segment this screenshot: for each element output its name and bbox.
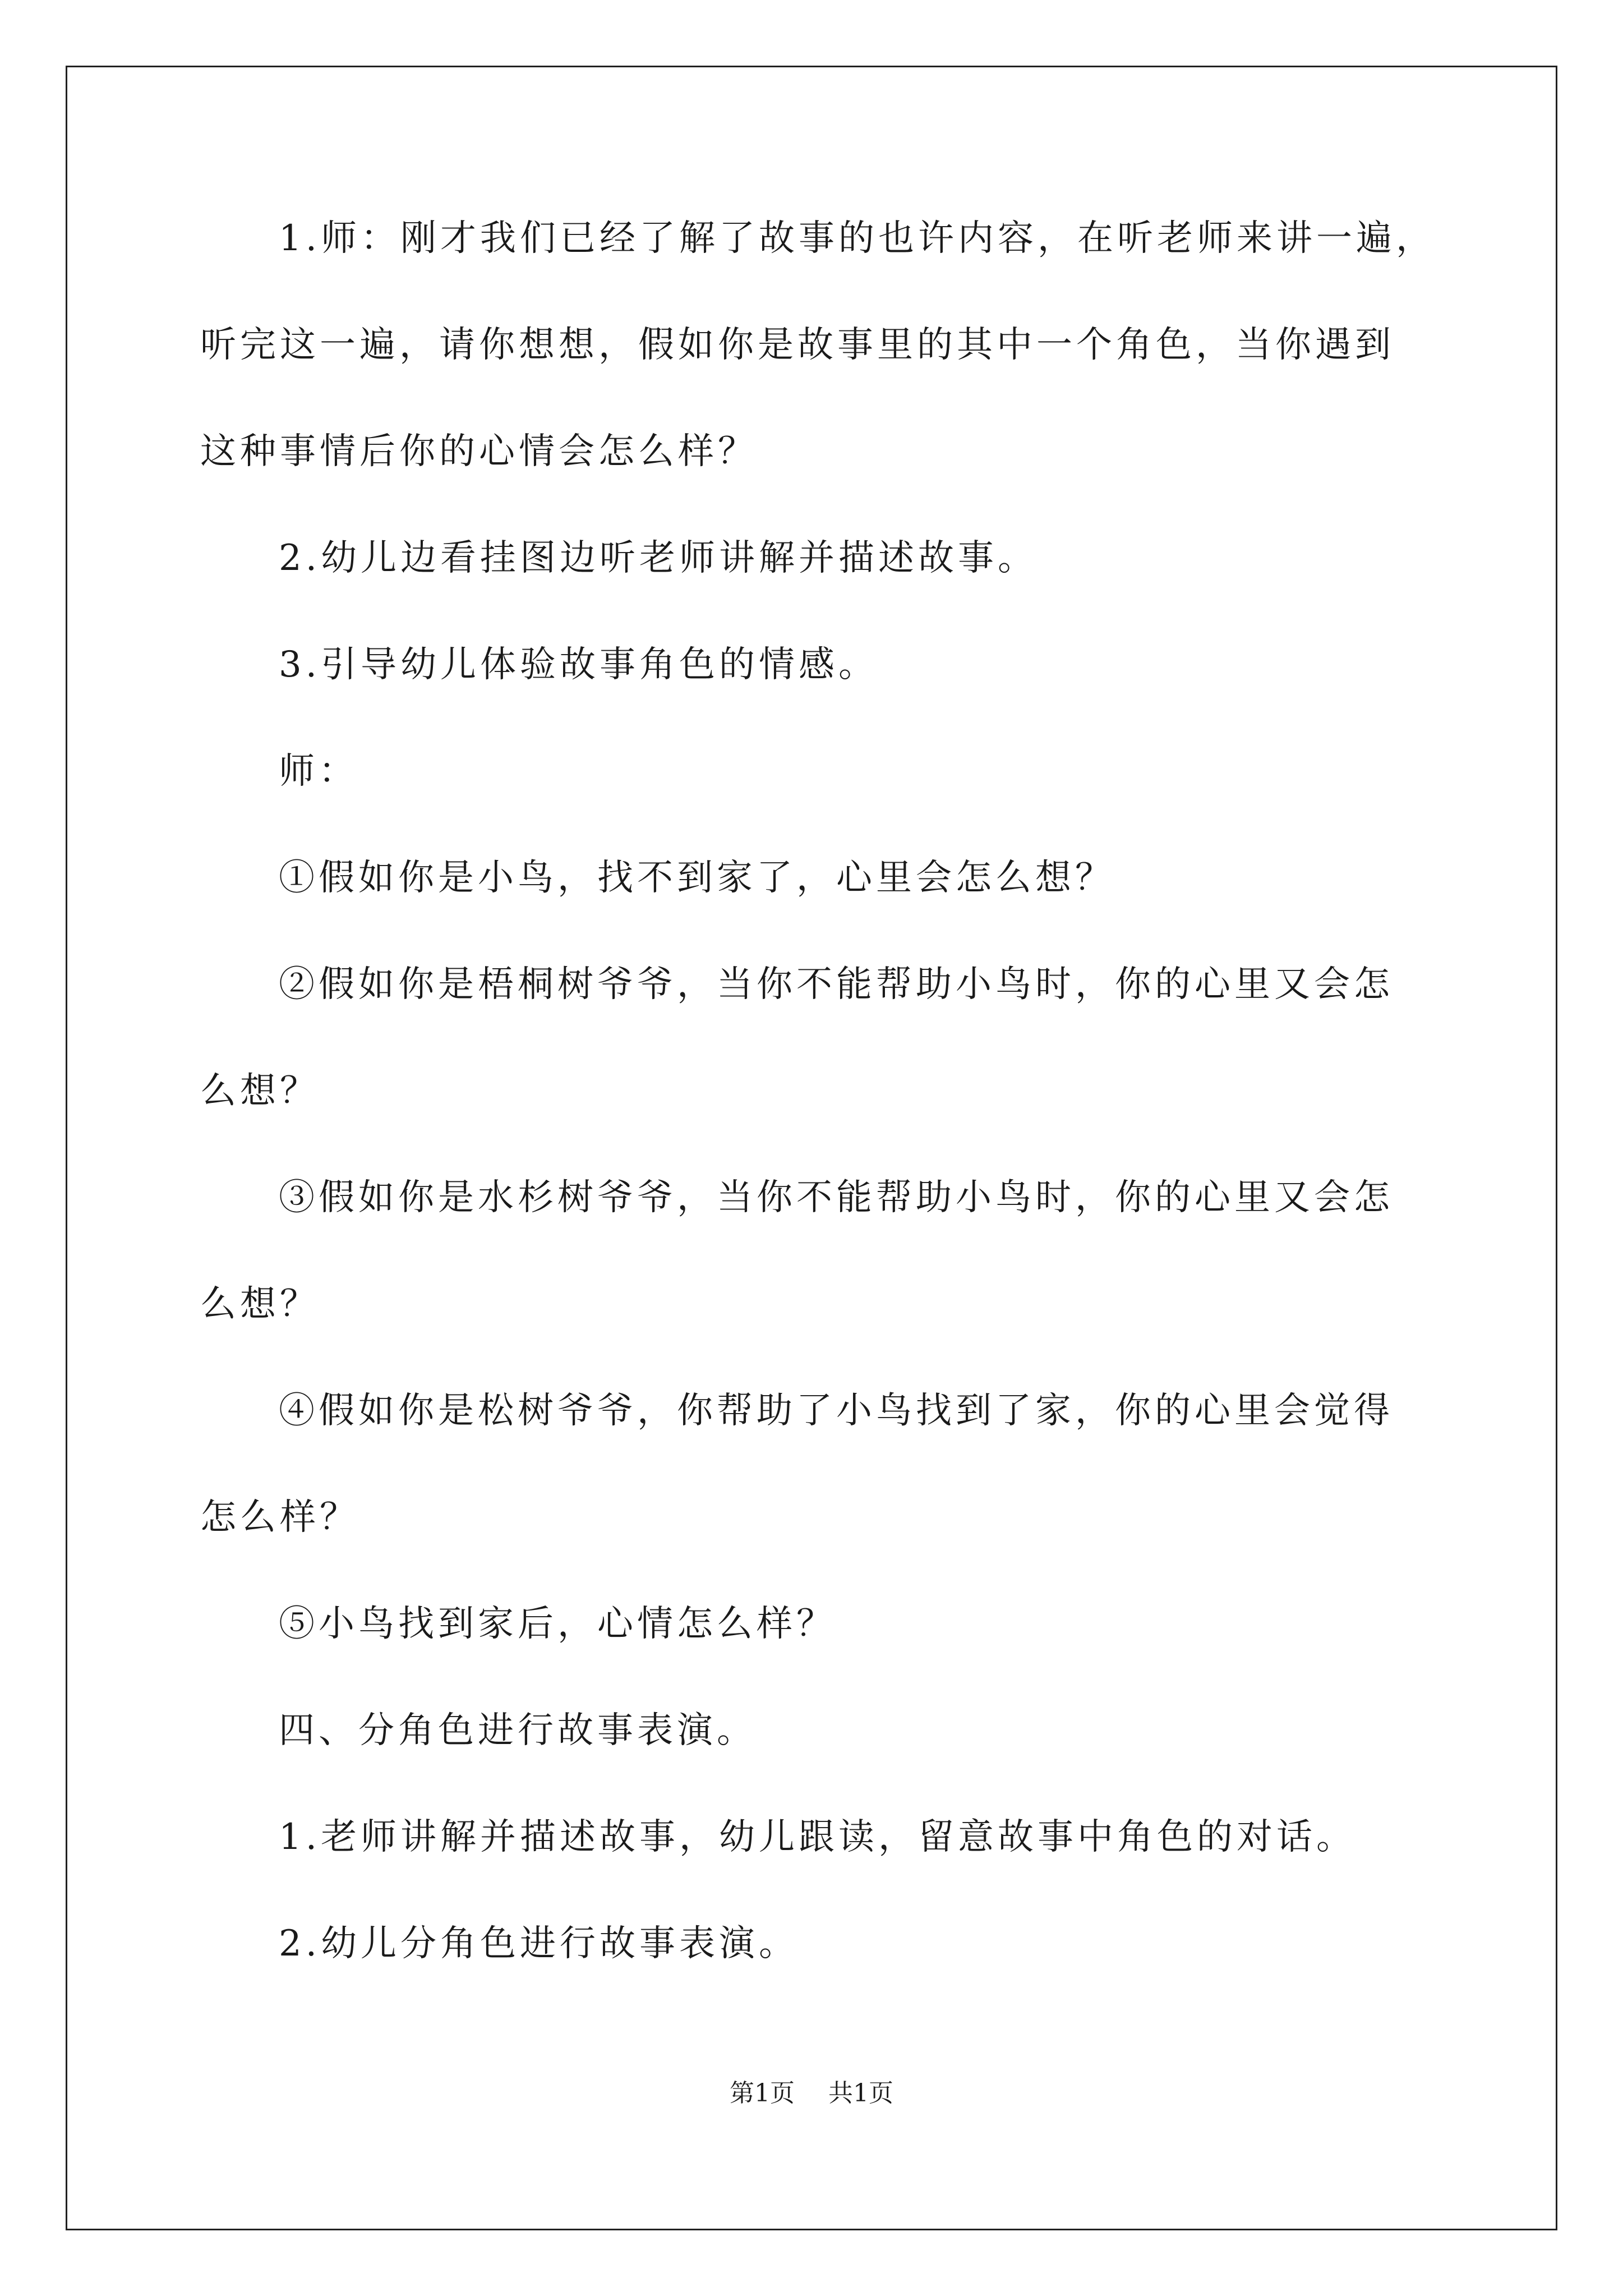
page-total-label: 共1页	[828, 2079, 893, 2108]
paragraph-6-line-1: ②假如你是梧桐树爷爷，当你不能帮助小鸟时，你的心里又会怎	[279, 964, 1394, 1005]
paragraph-11: 1.老师讲解并描述故事，幼儿跟读，留意故事中角色的对话。	[279, 1816, 1357, 1858]
paragraph-2: 2.幼儿边看挂图边听老师讲解并描述故事。	[279, 537, 1038, 579]
paragraph-7-line-1: ③假如你是水杉树爷爷，当你不能帮助小鸟时，你的心里又会怎	[279, 1177, 1394, 1218]
paragraph-1-line-3: 这种事情后你的心情会怎么样？	[200, 431, 758, 472]
paragraph-12: 2.幼儿分角色进行故事表演。	[279, 1923, 799, 1964]
page-number-label: 第1页	[730, 2079, 795, 2108]
paragraph-9: ⑤小鸟找到家后，心情怎么样？	[279, 1603, 836, 1645]
paragraph-7-line-2: 么想？	[200, 1283, 320, 1325]
paragraph-4: 师：	[279, 751, 358, 792]
paragraph-8-line-2: 怎么样？	[200, 1497, 359, 1538]
paragraph-10: 四、分角色进行故事表演。	[279, 1710, 757, 1751]
paragraph-6-line-2: 么想？	[200, 1070, 320, 1112]
page-border	[66, 66, 1557, 2230]
paragraph-5: ①假如你是小鸟，找不到家了，心里会怎么想？	[279, 857, 1115, 899]
page-footer	[0, 2077, 1623, 2110]
paragraph-1-line-2: 听完这一遍，请你想想，假如你是故事里的其中一个角色，当你遇到	[200, 324, 1395, 366]
paragraph-3: 3.引导幼儿体验故事角色的情感。	[279, 644, 879, 685]
paragraph-8-line-1: ④假如你是松树爷爷，你帮助了小鸟找到了家，你的心里会觉得	[279, 1390, 1394, 1432]
paragraph-1-line-1: 1.师：刚才我们已经了解了故事的也许内容，在听老师来讲一遍，	[279, 218, 1436, 259]
